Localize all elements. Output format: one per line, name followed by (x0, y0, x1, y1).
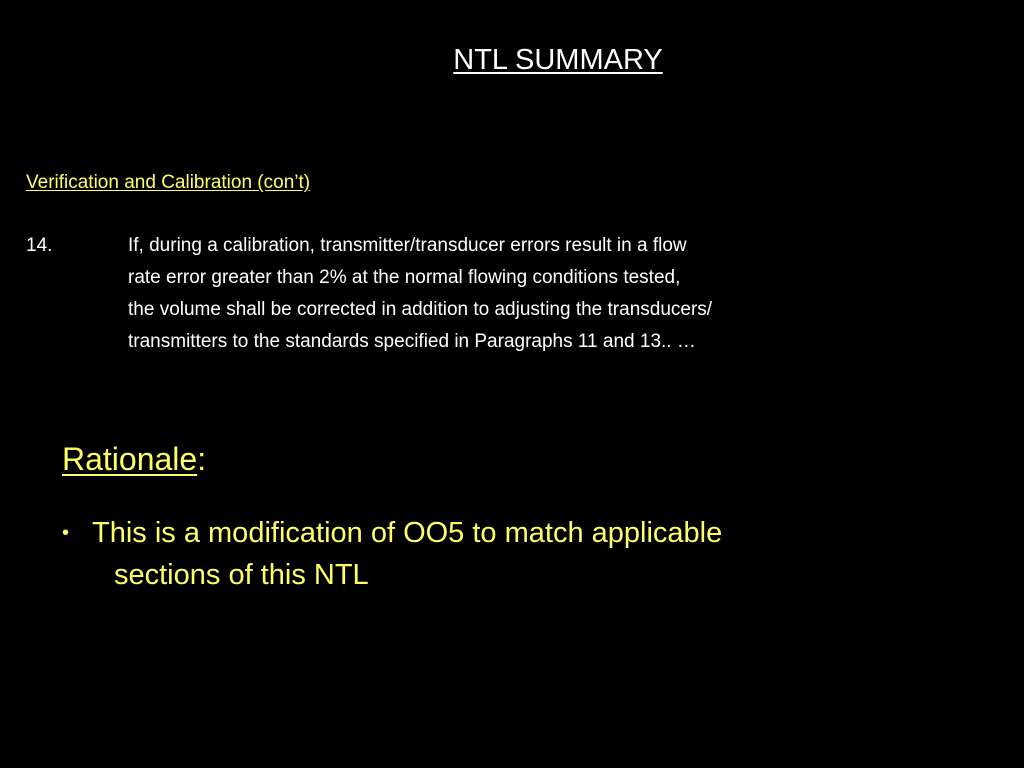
bullet-dot-icon: • (62, 522, 70, 544)
numbered-item (26, 230, 986, 358)
bullet-text-line: This is a modification of OO5 to match applicable (92, 517, 723, 549)
item-line: the volume shall be corrected in addition to adjusting the transducers/ (128, 299, 713, 320)
rationale-heading (62, 438, 206, 480)
item-number: 14. (26, 235, 53, 256)
item-body (128, 230, 986, 358)
rationale-word: Rationale (62, 441, 198, 477)
rationale-colon: : (197, 441, 207, 477)
item-line: transmitters to the standards specified in Paragraphs 11 and 13.. … (128, 331, 696, 352)
item-line: If, during a calibration, transmitter/transducer errors result in a flow (128, 235, 687, 256)
section-subheading: Verification and Calibration (con’t) (26, 172, 311, 193)
bullet-text-line: sections of this NTL (114, 559, 369, 591)
item-line: rate error greater than 2% at the normal flowing conditions tested, (128, 267, 681, 288)
slide-title: NTL SUMMARY (453, 44, 663, 76)
